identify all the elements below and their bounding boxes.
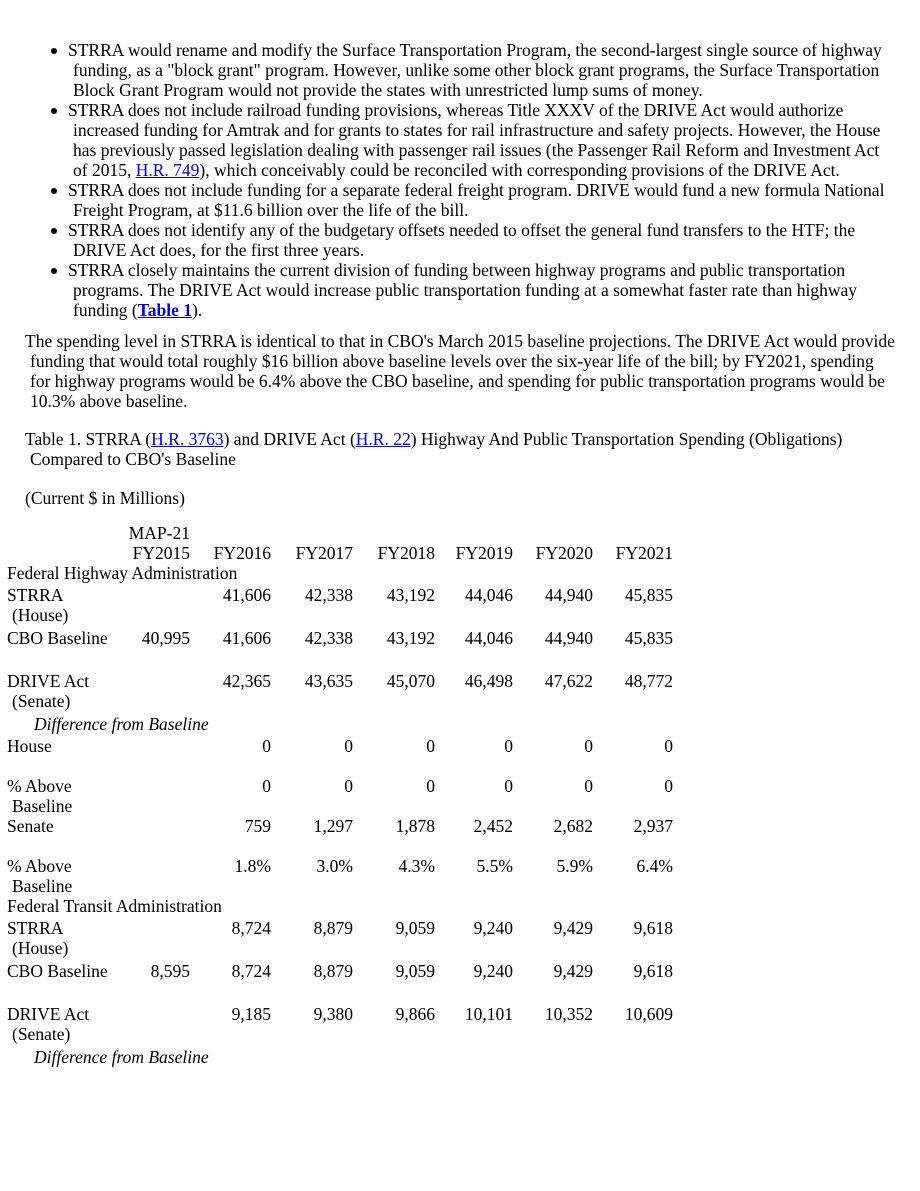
row-label: STRRA (House) bbox=[7, 585, 69, 625]
header-cell: MAP-21 FY2015 bbox=[128, 523, 190, 563]
value-cell: 8,879 bbox=[313, 961, 353, 981]
row-label: % Above Baseline bbox=[7, 776, 73, 816]
value-cell: 44,940 bbox=[544, 585, 593, 605]
value-cell: 10,609 bbox=[624, 1004, 673, 1024]
value-cell bbox=[110, 1004, 190, 1047]
row-label: DRIVE Act (Senate) bbox=[7, 671, 90, 711]
table-body bbox=[7, 563, 673, 1069]
bullet-text: STRRA does not include funding for a separate federal freight program. DRIVE would fund a new formula National Freight Program, at $11.6 billion over the life of the bill. bbox=[68, 180, 885, 220]
row-label: Senate bbox=[7, 816, 54, 836]
value-cell: 46,498 bbox=[464, 671, 513, 691]
value-cell bbox=[110, 736, 190, 776]
value-cell: 9,618 bbox=[633, 961, 673, 981]
bullet-text: STRRA closely maintains the current division of funding between highway programs and public transportation programs. The DRIVE Act would increase public transportation funding at a somewhat faster rate than highway funding ( bbox=[68, 260, 858, 320]
difference-header-row bbox=[7, 714, 673, 736]
document-body bbox=[25, 40, 895, 508]
value-cell: 0 bbox=[426, 736, 435, 756]
value-cell: 43,192 bbox=[386, 628, 435, 648]
difference-title: Difference from Baseline bbox=[34, 714, 209, 734]
table-row bbox=[7, 816, 673, 856]
value-cell: 9,185 bbox=[231, 1004, 271, 1024]
value-cell: 9,429 bbox=[553, 961, 593, 981]
value-cell: 40,995 bbox=[141, 628, 190, 648]
bullet-text: STRRA would rename and modify the Surface Transportation Program, the second-largest single source of highway funding, as a "block grant" program. However, unlike some other block grant programs, the Surface Transportation Block Grant Program would not provide the states with unrestricted lump sums of money. bbox=[68, 40, 882, 100]
header-cell: FY2019 bbox=[455, 543, 513, 563]
table-caption bbox=[25, 429, 895, 469]
value-cell: 9,240 bbox=[473, 961, 513, 981]
value-cell: 8,724 bbox=[231, 961, 271, 981]
value-cell: 43,635 bbox=[304, 671, 353, 691]
row-label: CBO Baseline bbox=[7, 961, 108, 981]
value-cell: 9,059 bbox=[395, 918, 435, 938]
value-cell: 9,618 bbox=[633, 918, 673, 938]
value-cell: 41,606 bbox=[222, 628, 271, 648]
value-cell: 42,338 bbox=[304, 585, 353, 605]
table-row bbox=[7, 628, 673, 671]
table-header-row bbox=[7, 523, 673, 563]
bullet-list bbox=[25, 40, 895, 320]
bullet-text: ), which conceivably could be reconciled with corresponding provisions of the DRIVE Act. bbox=[199, 160, 840, 180]
table-row bbox=[7, 776, 673, 816]
value-cell: 48,772 bbox=[624, 671, 673, 691]
value-cell: 0 bbox=[426, 776, 435, 796]
bullet-item bbox=[25, 40, 895, 100]
value-cell: 0 bbox=[584, 736, 593, 756]
row-label: STRRA (House) bbox=[7, 918, 69, 958]
value-cell: 9,059 bbox=[395, 961, 435, 981]
table-row bbox=[7, 736, 673, 776]
value-cell: 4.3% bbox=[398, 856, 435, 876]
section-title: Federal Transit Administration bbox=[7, 896, 222, 916]
value-cell: 47,622 bbox=[544, 671, 593, 691]
value-cell: 0 bbox=[344, 736, 353, 756]
caption-text: ) and DRIVE Act ( bbox=[223, 429, 356, 449]
value-cell: 0 bbox=[344, 776, 353, 796]
value-cell: 43,192 bbox=[386, 585, 435, 605]
caption-text: ) Highway And Public Transportation Spending (Obligations) Compared to CBO's Baseline bbox=[30, 429, 843, 469]
row-label: % Above Baseline bbox=[7, 856, 73, 896]
value-cell bbox=[110, 856, 190, 896]
value-cell: 42,338 bbox=[304, 628, 353, 648]
value-cell: 1,878 bbox=[395, 816, 435, 836]
value-cell: 0 bbox=[262, 736, 271, 756]
value-cell bbox=[110, 816, 190, 856]
row-label: House bbox=[7, 736, 52, 756]
value-cell: 5.9% bbox=[556, 856, 593, 876]
value-cell: 8,724 bbox=[231, 918, 271, 938]
value-cell: 41,606 bbox=[222, 585, 271, 605]
value-cell: 44,046 bbox=[464, 628, 513, 648]
value-cell: 9,429 bbox=[553, 918, 593, 938]
value-cell: 6.4% bbox=[636, 856, 673, 876]
bullet-text: ). bbox=[191, 300, 203, 320]
table-row bbox=[7, 918, 673, 961]
header-cell: FY2016 bbox=[213, 543, 271, 563]
value-cell: 2,682 bbox=[553, 816, 593, 836]
bullet-item bbox=[25, 220, 895, 260]
table-row bbox=[7, 1004, 673, 1047]
value-cell: 0 bbox=[504, 736, 513, 756]
value-cell: 45,070 bbox=[386, 671, 435, 691]
header-cell: FY2017 bbox=[295, 543, 353, 563]
section-header-row bbox=[7, 896, 673, 918]
value-cell: 44,046 bbox=[464, 585, 513, 605]
value-cell: 0 bbox=[584, 776, 593, 796]
value-cell: 8,595 bbox=[150, 961, 190, 981]
table-row bbox=[7, 856, 673, 896]
value-cell: 0 bbox=[504, 776, 513, 796]
value-cell: 10,101 bbox=[464, 1004, 513, 1024]
section-title: Federal Highway Administration bbox=[7, 563, 238, 583]
value-cell bbox=[110, 671, 190, 714]
value-cell: 1,297 bbox=[313, 816, 353, 836]
header-cell: FY2021 bbox=[615, 543, 673, 563]
row-label: DRIVE Act (Senate) bbox=[7, 1004, 90, 1044]
hr-22-link[interactable]: H.R. 22 bbox=[355, 429, 411, 449]
value-cell bbox=[110, 776, 190, 816]
table-1-link[interactable]: Table 1 bbox=[137, 300, 192, 320]
hr-3763-link[interactable]: H.R. 3763 bbox=[151, 429, 224, 449]
table-row bbox=[7, 585, 673, 628]
hr-749-link[interactable]: H.R. 749 bbox=[135, 160, 200, 180]
value-cell bbox=[110, 918, 190, 961]
value-cell: 10,352 bbox=[544, 1004, 593, 1024]
bullet-text: STRRA does not include railroad funding provisions, whereas Title XXXV of the DRIVE Act would authorize increased funding for Amtrak and for grants to states for rail infrastructure and safety projects. However, the House has previously passed legislation dealing with passenger rail issues (the Passenger Rail Reform and Investment Act of 2015, bbox=[68, 100, 881, 180]
bullet-item bbox=[25, 180, 895, 220]
spending-table bbox=[7, 523, 673, 1069]
value-cell: 9,380 bbox=[313, 1004, 353, 1024]
table-row bbox=[7, 961, 673, 1004]
difference-header-row bbox=[7, 1047, 673, 1069]
bullet-text: STRRA does not identify any of the budgetary offsets needed to offset the general fund transfers to the HTF; the DRIVE Act does, for the first three years. bbox=[68, 220, 856, 260]
value-cell: 759 bbox=[244, 816, 271, 836]
value-cell: 0 bbox=[664, 776, 673, 796]
bullet-item bbox=[25, 260, 895, 320]
value-cell: 0 bbox=[664, 736, 673, 756]
value-cell: 45,835 bbox=[624, 628, 673, 648]
value-cell: 0 bbox=[262, 776, 271, 796]
value-cell: 2,937 bbox=[633, 816, 673, 836]
table-row bbox=[7, 671, 673, 714]
value-cell: 42,365 bbox=[222, 671, 271, 691]
header-blank bbox=[7, 523, 110, 563]
value-cell: 2,452 bbox=[473, 816, 513, 836]
section-header-row bbox=[7, 563, 673, 585]
value-cell: 8,879 bbox=[313, 918, 353, 938]
header-cell: FY2018 bbox=[377, 543, 435, 563]
caption-text: Table 1. STRRA ( bbox=[25, 429, 152, 449]
value-cell: 9,240 bbox=[473, 918, 513, 938]
row-label: CBO Baseline bbox=[7, 628, 108, 648]
bullet-item bbox=[25, 100, 895, 180]
value-cell: 44,940 bbox=[544, 628, 593, 648]
value-cell: 5.5% bbox=[476, 856, 513, 876]
summary-paragraph: The spending level in STRRA is identical to that in CBO's March 2015 baseline projections. The DRIVE Act would provide funding that would total roughly $16 billion above baseline levels over the six-year life of the bill; by FY2021, spending for highway programs would be 6.4% above the CBO baseline, and spending for public transportation programs would be 10.3% above baseline. bbox=[25, 331, 895, 411]
difference-title: Difference from Baseline bbox=[34, 1047, 209, 1067]
table-units: (Current $ in Millions) bbox=[25, 488, 185, 508]
header-cell: FY2020 bbox=[535, 543, 593, 563]
value-cell: 9,866 bbox=[395, 1004, 435, 1024]
value-cell: 45,835 bbox=[624, 585, 673, 605]
value-cell bbox=[110, 585, 190, 628]
value-cell: 1.8% bbox=[234, 856, 271, 876]
value-cell: 3.0% bbox=[316, 856, 353, 876]
